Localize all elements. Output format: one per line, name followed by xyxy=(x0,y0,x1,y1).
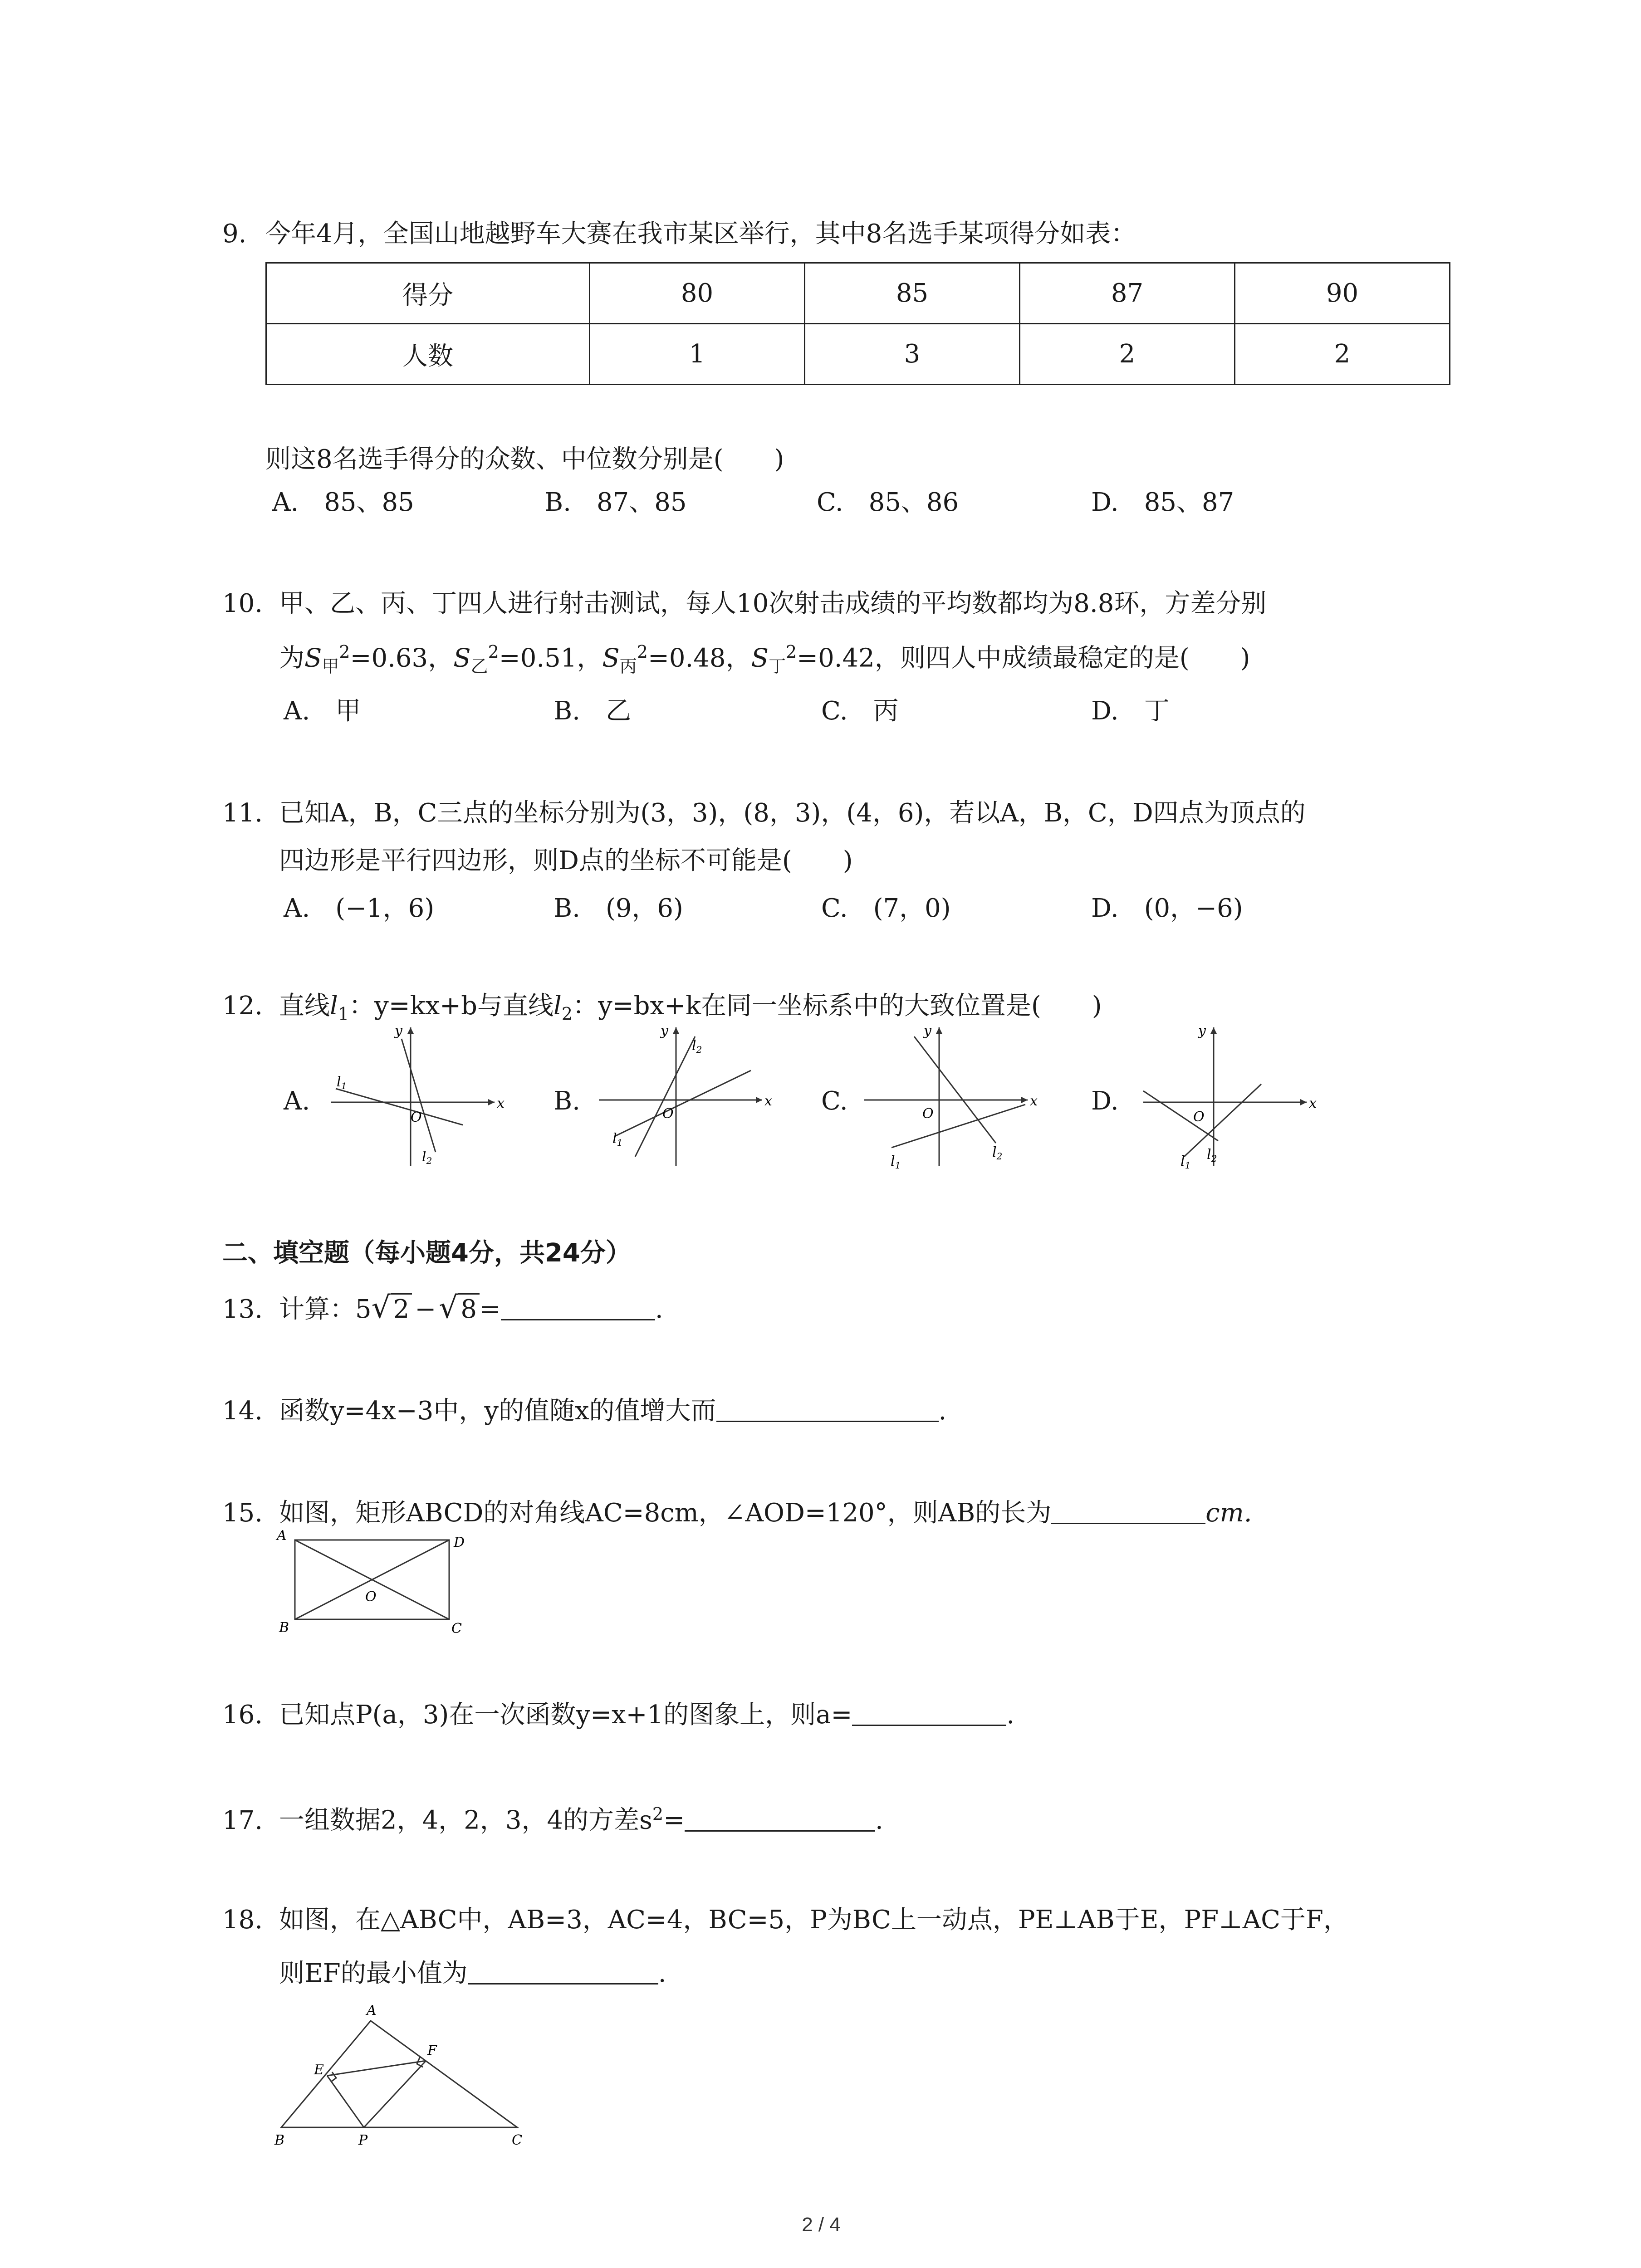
q10-option-c[interactable]: C. 丙 xyxy=(821,696,899,726)
y-axis-label: y xyxy=(1198,1023,1206,1039)
point-e-label: E xyxy=(314,2062,324,2078)
q12-option-a[interactable]: A. xyxy=(284,1086,310,1116)
q9-question: 则这8名选手得分的众数、中位数分别是( ) xyxy=(265,445,784,474)
l1-label: $l_1$ xyxy=(612,1131,623,1148)
q9-score-table xyxy=(265,262,1450,385)
q14-line: 14. 函数y=4x−3中，y的值随x的值增大而 . xyxy=(222,1396,947,1426)
q11-number: 11. xyxy=(222,798,263,828)
x-axis-label: x xyxy=(764,1093,772,1109)
q10-number: 10. xyxy=(222,589,263,618)
x-axis-label: x xyxy=(1309,1095,1317,1111)
line-l1 xyxy=(1143,1091,1218,1141)
q18-line2: 则EF的最小值为 . xyxy=(279,1959,666,1988)
q10-line2: 为$S_甲^2=0.63$，$S_乙^2=0.51$，$S_丙^2=0.48$，$S_丁^2=0.42$，则四人中成绩最稳定的是( ) xyxy=(279,642,1250,676)
line-l2 xyxy=(402,1039,436,1152)
q9-option-a[interactable]: A. 85、85 xyxy=(272,488,414,517)
table-cell: 85 xyxy=(805,263,1020,324)
q15-rectangle-figure xyxy=(272,1529,481,1642)
q12-graph-a[interactable] xyxy=(327,1021,508,1170)
section-title: 二、填空题（每小题4分，共24分） xyxy=(222,1238,631,1268)
origin-label: O xyxy=(922,1106,934,1122)
q12-number: 12. xyxy=(222,991,263,1021)
q10-line1: 10. 甲、乙、丙、丁四人进行射击测试，每人10次射击成绩的平均数都均为8.8环，方差分别 xyxy=(222,589,1267,618)
q12-stem: 12. 直线$l_1$：y=kx+b与直线$l_2$：y=bx+k在同一坐标系中的大致位置是( ) xyxy=(222,991,1102,1024)
q12-option-d[interactable]: D. xyxy=(1091,1086,1119,1116)
q14-number: 14. xyxy=(222,1396,263,1426)
q15-number: 15. xyxy=(222,1498,263,1528)
q12-option-c[interactable]: C. xyxy=(821,1086,848,1116)
l2-label: $l_2$ xyxy=(1207,1147,1217,1164)
q12-option-b[interactable]: B. xyxy=(554,1086,580,1116)
vertex-d-label: D xyxy=(454,1535,465,1550)
q18-line1: 18. 如图，在△ABC中，AB=3，AC=4，BC=5，P为BC上一动点，PE⊥AB于E，PF⊥AC于F， xyxy=(222,1905,1349,1935)
x-axis-label: x xyxy=(1030,1093,1038,1109)
q11-option-c[interactable]: C. (7，0) xyxy=(821,894,951,923)
line-l1 xyxy=(615,1070,751,1136)
q10-option-a[interactable]: A. 甲 xyxy=(284,696,361,726)
q11-option-a[interactable]: A. (−1，6) xyxy=(284,894,435,923)
l2-label: $l_2$ xyxy=(422,1149,432,1166)
sqrt-symbol: √ xyxy=(439,1290,458,1325)
y-axis-label: y xyxy=(924,1023,931,1039)
table-row xyxy=(266,263,1450,324)
q11-option-b[interactable]: B. (9，6) xyxy=(554,894,683,923)
q12-graph-b[interactable] xyxy=(594,1021,776,1170)
table-cell: 2 xyxy=(1235,324,1450,385)
vertex-c-label: C xyxy=(451,1621,462,1637)
l1-label: $l_1$ xyxy=(337,1074,347,1091)
q12-graph-c[interactable] xyxy=(860,1021,1041,1170)
vertex-a-label: A xyxy=(367,2003,377,2019)
origin-label: O xyxy=(1193,1109,1205,1125)
table-cell: 80 xyxy=(590,263,805,324)
vertex-b-label: B xyxy=(279,1620,289,1636)
table-row xyxy=(266,324,1450,385)
q11-line2: 四边形是平行四边形，则D点的坐标不可能是( ) xyxy=(279,846,853,875)
q9-option-c[interactable]: C. 85、86 xyxy=(817,488,959,517)
line-l2 xyxy=(635,1036,695,1157)
l1-label: $l_1$ xyxy=(891,1154,901,1170)
table-cell: 1 xyxy=(590,324,805,385)
q14-answer-blank[interactable] xyxy=(716,1397,939,1422)
q13-number: 13. xyxy=(222,1295,263,1324)
q13-line: 13. 计算：5√ 2 −√ 8 = . xyxy=(222,1290,663,1325)
table-cell: 人数 xyxy=(266,324,590,385)
l2-label: $l_2$ xyxy=(992,1144,1003,1162)
q13-answer-blank[interactable] xyxy=(501,1295,655,1320)
table-cell: 87 xyxy=(1020,263,1235,324)
q11-option-d[interactable]: D. (0，−6) xyxy=(1091,894,1243,923)
l1-label: $l_1$ xyxy=(1181,1154,1191,1170)
q18-number: 18. xyxy=(222,1905,263,1935)
page-number: 2 / 4 xyxy=(802,2214,841,2236)
line-l1 xyxy=(336,1089,463,1125)
table-cell: 90 xyxy=(1235,263,1450,324)
table-cell: 3 xyxy=(805,324,1020,385)
q9-number: 9. xyxy=(222,219,247,249)
q12-graph-d[interactable] xyxy=(1139,1021,1320,1170)
table-cell: 2 xyxy=(1020,324,1235,385)
q15-line: 15. 如图，矩形ABCD的对角线AC=8cm，∠AOD=120°，则AB的长为 cm. xyxy=(222,1498,1252,1528)
q9-option-b[interactable]: B. 87、85 xyxy=(544,488,687,517)
q16-number: 16. xyxy=(222,1700,263,1730)
q16-line: 16. 已知点P(a，3)在一次函数y=x+1的图象上，则a= . xyxy=(222,1700,1015,1730)
vertex-c-label: C xyxy=(512,2132,522,2148)
q17-line: 17. 一组数据2，4，2，3，4的方差$s^2=$ . xyxy=(222,1804,883,1835)
table-cell: 得分 xyxy=(266,263,590,324)
sqrt-symbol: √ xyxy=(371,1290,391,1325)
q15-answer-blank[interactable] xyxy=(1051,1499,1205,1524)
q10-option-b[interactable]: B. 乙 xyxy=(554,696,631,726)
vertex-a-label: A xyxy=(277,1529,287,1544)
origin-label: O xyxy=(662,1106,674,1122)
q17-number: 17. xyxy=(222,1805,263,1835)
center-o-label: O xyxy=(365,1589,377,1605)
point-f-label: F xyxy=(427,2043,437,2058)
y-axis-label: y xyxy=(395,1023,402,1039)
line-l1 xyxy=(892,1105,1025,1148)
q18-answer-blank[interactable] xyxy=(468,1960,658,1984)
q10-option-d[interactable]: D. 丁 xyxy=(1091,696,1170,726)
q11-line1: 11. 已知A，B，C三点的坐标分别为(3，3)，(8，3)，(4，6)，若以A，B，C，D四点为顶点的 xyxy=(222,798,1306,828)
origin-label: O xyxy=(411,1110,422,1125)
y-axis-label: y xyxy=(661,1023,668,1039)
q18-triangle-figure xyxy=(263,1987,554,2155)
q17-answer-blank[interactable] xyxy=(685,1807,875,1832)
point-p-label: P xyxy=(358,2132,368,2148)
x-axis-label: x xyxy=(497,1095,505,1111)
q16-answer-blank[interactable] xyxy=(852,1701,1006,1726)
q9-option-d[interactable]: D. 85、87 xyxy=(1091,488,1234,517)
l2-label: $l_2$ xyxy=(692,1038,702,1055)
q9-stem: 9. 今年4月，全国山地越野车大赛在我市某区举行，其中8名选手某项得分如表： xyxy=(222,219,1136,249)
vertex-b-label: B xyxy=(274,2132,285,2148)
